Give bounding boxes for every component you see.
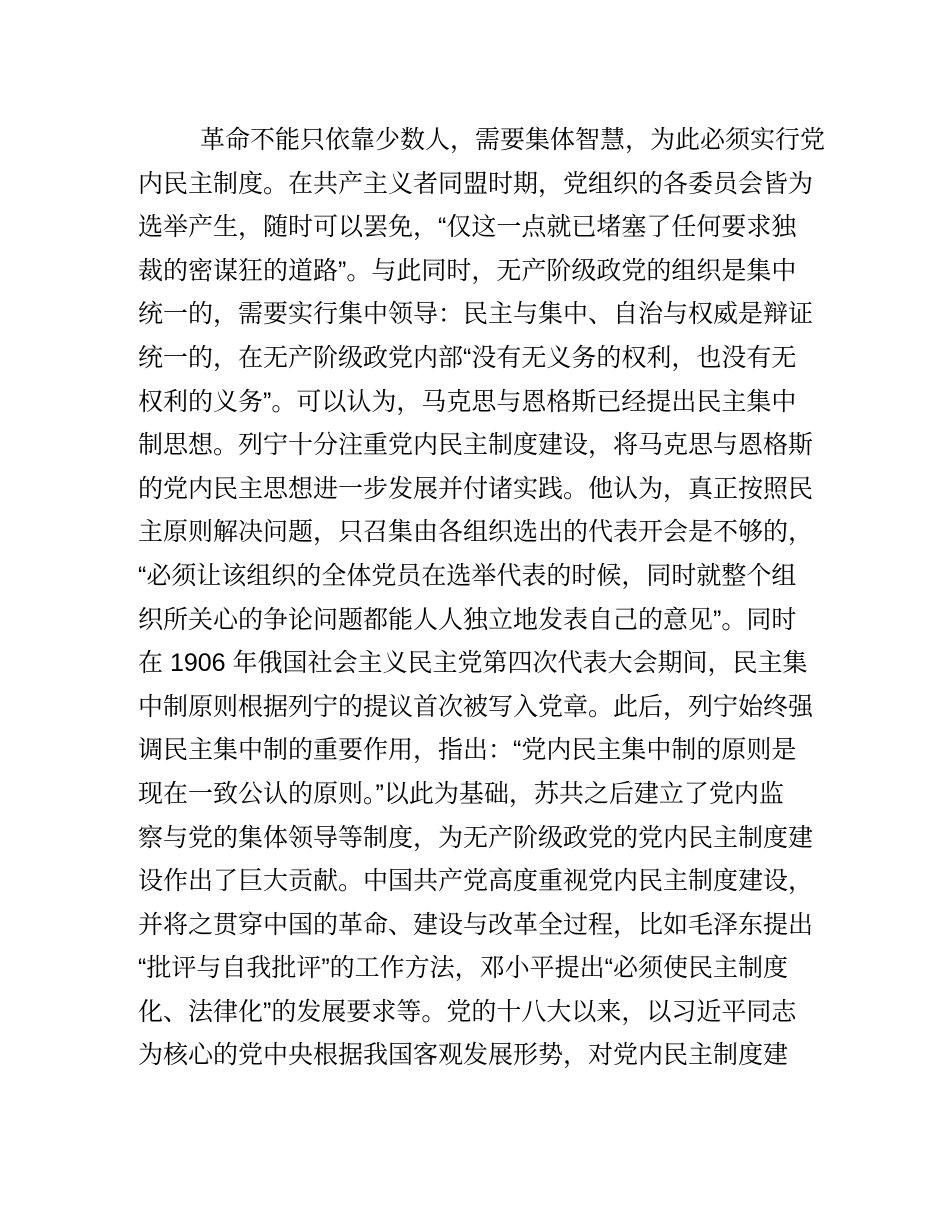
paragraph-text [138,119,828,1078]
text-line: 化、法律化”的发展要求等。党的十八大以来，以习近平同志 [138,997,797,1026]
text-line: 的党内民主思想进一步发展并付诸实践。他认为，真正按照民 [138,474,814,503]
text-line: 统一的，需要实行集中领导：民主与集中、自治与权威是辩证 [138,300,814,329]
text-line: 调民主集中制的重要作用，指出：“党内民主集中制的原则是 [138,736,797,765]
text-line: “必须让该组织的全体党员在选举代表的时候，同时就整个组 [138,561,797,590]
text-line: 在 1906 年俄国社会主义民主党第四次代表大会期间，民主集 [138,649,808,678]
text-line: 裁的密谋狂的道路”。与此同时，无产阶级政党的组织是集中 [138,256,797,285]
text-line: 察与党的集体领导等制度，为无产阶级政党的党内民主制度建 [138,823,814,852]
text-line: 选举产生，随时可以罢免，“仅这一点就已堵塞了任何要求独 [138,213,797,242]
text-line: 制思想。列宁十分注重党内民主制度建设，将马克思与恩格斯 [138,431,814,460]
text-line: 内民主制度。在共产主义者同盟时期，党组织的各委员会皆为 [138,169,814,198]
text-line: 设作出了巨大贡献。中国共产党高度重视党内民主制度建设， [138,867,814,896]
text-line: 革命不能只依靠少数人，需要集体智慧，为此必须实行党 [200,126,826,154]
text-line: 统一的，在无产阶级政党内部“没有无义务的权利，也没有无 [138,343,797,372]
text-line: 现在一致公认的原则。”以此为基础，苏共之后建立了党内监 [138,779,784,808]
text-line: 并将之贯穿中国的革命、建设与改革全过程，比如毛泽东提出 [138,910,814,939]
text-line: 主原则解决问题，只召集由各组织选出的代表开会是不够的， [138,518,814,547]
text-line: “批评与自我批评”的工作方法，邓小平提出“必须使民主制度 [138,954,788,983]
text-line: 织所关心的争论问题都能人人独立地发表自己的意见”。同时 [138,605,797,634]
text-line: 中制原则根据列宁的提议首次被写入党章。此后，列宁始终强 [138,692,814,721]
text-line: 为核心的党中央根据我国客观发展形势，对党内民主制度建 [138,1041,789,1070]
text-line: 权利的义务”。可以认为，马克思与恩格斯已经提出民主集中 [138,387,797,416]
